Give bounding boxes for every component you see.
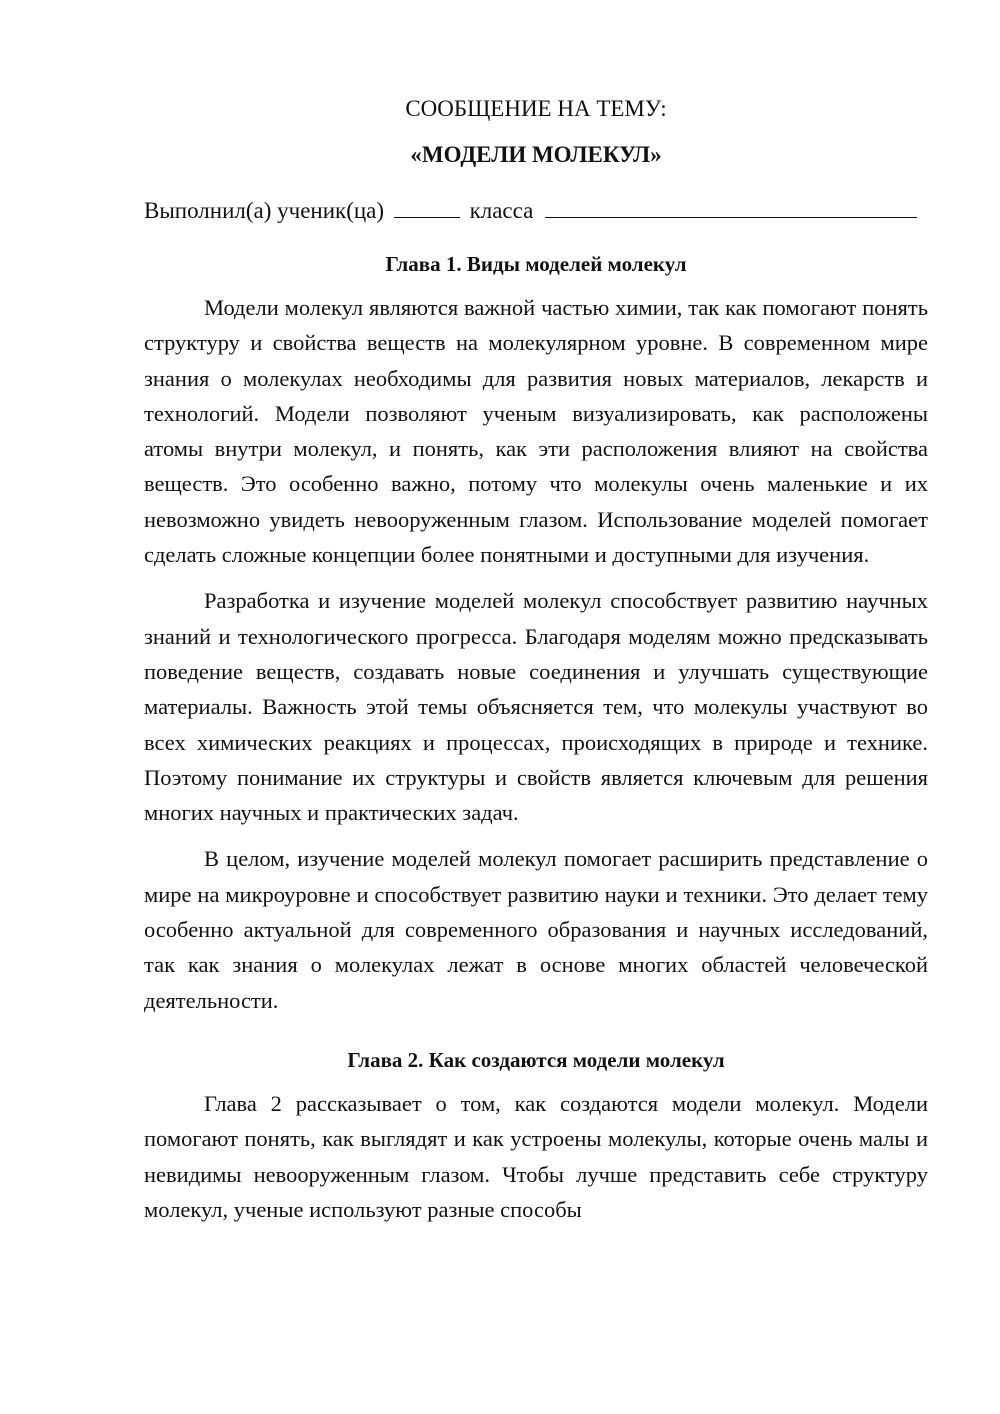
author-line	[144, 194, 928, 228]
chapter1-paragraph: В целом, изучение моделей молекул помогает расширить представление о мире на микроуровне и способствует развитию науки и техники. Это делает тему особенно актуальной для современного образования и научных исследований, так как знания о молекулах лежат в основе многих областей человеческой деятельности.	[144, 846, 928, 1013]
chapter2-paragraph: Глава 2 рассказывает о том, как создаются модели молекул. Модели помогают понять, как выглядят и как устроены молекулы, которые очень малы и невидимы невооруженным глазом. Чтобы лучше представить себе структуру молекул, ученые используют разные способы	[144, 1090, 928, 1222]
chapter1-paragraph: Модели молекул являются важной частью химии, так как помогают понять структуру и свойства веществ на молекулярном уровне. В современном мире знания о молекулах необходимы для развития новых материалов, лекарств и технологий. Модели позволяют ученым визуализировать, как расположены атомы внутри молекул, и понять, как эти расположения влияют на свойства веществ. Это особенно важно, потому что молекулы очень маленькие и их невозможно увидеть невооруженным глазом. Использование моделей помогает сделать сложные концепции более понятными и доступными для изучения.	[144, 295, 928, 568]
document-page	[144, 92, 928, 1238]
chapter1-heading: Глава 1. Виды моделей молекул	[385, 252, 687, 276]
author-prefix: Выполнил(а) ученик(ца)	[144, 198, 385, 223]
chapter2-heading: Глава 2. Как создаются модели молекул	[347, 1047, 725, 1072]
document-title-line1: СООБЩЕНИЕ НА ТЕМУ:	[405, 96, 667, 121]
grade-blank	[394, 197, 460, 218]
class-blank	[545, 197, 917, 218]
document-title-main: «МОДЕЛИ МОЛЕКУЛ»	[410, 142, 662, 167]
chapter1-paragraph: Разработка и изучение моделей молекул способствует развитию научных знаний и технологического прогресса. Благодаря моделям можно предсказывать поведение веществ, создавать новые соединения и улучшать существующие материалы. Важность этой темы объясняется тем, что молекулы участвуют во всех химических реакциях и процессах, происходящих в природе и технике. Поэтому понимание их структуры и свойств является ключевым для решения многих научных и практических задач.	[144, 588, 928, 826]
author-middle: класса	[469, 198, 534, 223]
